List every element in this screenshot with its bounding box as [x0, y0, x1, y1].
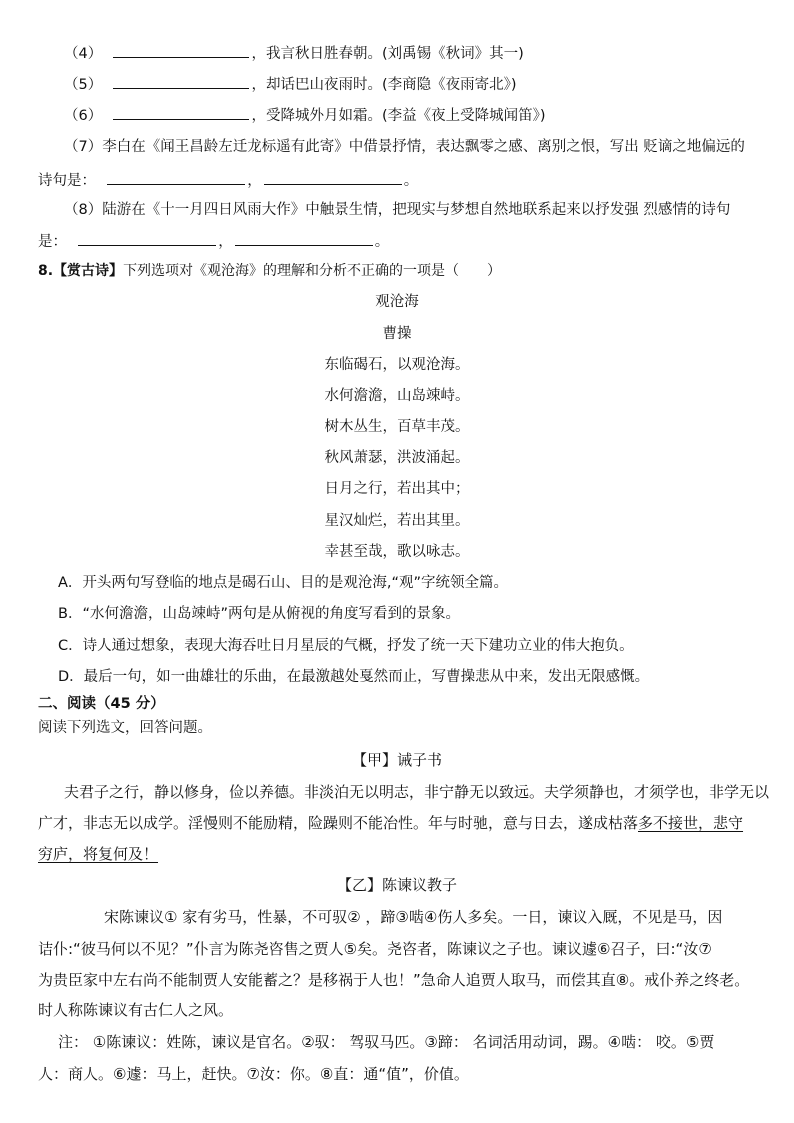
option-c[interactable]: C．诗人通过想象，表现大海吞吐日月星辰的气概，抒发了统一天下建功立业的伟大抱负。: [58, 638, 634, 654]
option-d[interactable]: D．最后一句，如一曲雄壮的乐曲，在最激越处戛然而止，写曹操悲从中来，发出无限感慨。: [58, 669, 650, 685]
passage-jia-title: 【甲】诫子书: [351, 751, 442, 769]
item-text: ，我言秋日胜春朝。(刘禹锡《秋词》其一): [251, 46, 524, 62]
poem-line: 东临碣石，以观沧海。: [324, 357, 470, 373]
item-text: ，却话巴山夜雨时。(李商隐《夜雨寄北》): [251, 77, 517, 93]
section-instruction: 阅读下列选文，回答问题。: [38, 720, 212, 736]
item-8-answer-line: [38, 231, 389, 252]
period: 。: [374, 234, 390, 250]
option-a[interactable]: A．开头两句写登临的地点是碣石山、目的是观沧海,“观”字统领全篇。: [58, 575, 509, 591]
passage-yi-line: 宋陈谏议① 家有劣马，性暴，不可驭② ，蹄③啮④伤人多矣。一日，谏议入厩，不见是马，因: [104, 908, 723, 926]
passage-yi-line: 时人称陈谏议有古仁人之风。: [38, 1001, 234, 1019]
item-number: （6）: [64, 108, 103, 124]
poem-author: 曹操: [382, 326, 412, 342]
passage-jia-line: [38, 812, 743, 834]
question-text: 下列选项对《观沧海》的理解和分析不正确的一项是（ ）: [123, 263, 502, 279]
blank-item-6: [64, 105, 546, 126]
poem-title: 观沧海: [375, 294, 419, 310]
answer-blank-2[interactable]: [235, 231, 373, 246]
answer-blank[interactable]: [113, 43, 249, 58]
item-7-prompt: （7）李白在《闻王昌龄左迁龙标遥有此寄》中借景抒情，表达飘零之感、离别之恨，写出 贬谪之地偏远的: [64, 139, 745, 155]
option-b[interactable]: B．“水何澹澹，山岛竦峙”两句是从俯视的角度写看到的景象。: [58, 606, 460, 622]
comma: ，: [247, 173, 262, 189]
answer-blank-2[interactable]: [264, 170, 402, 185]
underlined-sentence: 穷庐，将复何及！: [38, 845, 159, 863]
answer-prefix: 是：: [38, 234, 67, 250]
passage-yi-line: 为贵臣家中左右尚不能制贾人安能蓄之？是移祸于人也！”急命人追贾人取马，而偿其直⑧。戒仆养之终老。: [38, 971, 750, 989]
passage-yi-title: 【乙】陈谏议教子: [336, 876, 457, 894]
item-number: （5）: [64, 77, 103, 93]
item-number: （4）: [64, 46, 103, 62]
item-text: ，受降城外月如霜。(李益《夜上受降城闻笛》): [251, 108, 546, 124]
comma: ，: [218, 234, 233, 250]
passage-text: 广才，非志无以成学。淫慢则不能励精，险躁则不能冶性。年与时驰，意与日去，遂成枯落: [38, 814, 639, 832]
item-8-prompt: （8）陆游在《十一月四日风雨大作》中触景生情，把现实与梦想自然地联系起来以抒发强 烈感情的诗句: [64, 202, 731, 218]
question-label: 8.【赏古诗】: [38, 263, 124, 279]
answer-prefix: 诗句是：: [38, 173, 96, 189]
poem-line: 秋风萧瑟，洪波涌起。: [324, 450, 470, 466]
answer-blank-1[interactable]: [107, 170, 245, 185]
poem-line: 树木丛生，百草丰茂。: [324, 419, 470, 435]
answer-blank[interactable]: [113, 105, 249, 120]
answer-blank[interactable]: [113, 74, 249, 89]
question-8: [38, 261, 501, 281]
answer-blank-1[interactable]: [78, 231, 216, 246]
notes-line: 注： ①陈谏议：姓陈，谏议是官名。②驭： 驾驭马匹。③蹄： 名词活用动词，踢。④啮： 咬。⑤贾: [58, 1033, 715, 1051]
poem-line: 星汉灿烂，若出其里。: [324, 513, 470, 529]
section-heading: 二、阅读（45 分）: [38, 696, 165, 712]
poem-line: 幸甚至哉，歌以咏志。: [324, 544, 470, 560]
period: 。: [403, 173, 419, 189]
blank-item-5: [64, 74, 517, 95]
underlined-sentence: 多不接世，悲守: [638, 814, 744, 832]
poem-line: 水何澹澹，山岛竦峙。: [324, 388, 470, 404]
blank-item-4: [64, 43, 524, 64]
passage-jia-line: 夫君子之行，静以修身，俭以养德。非淡泊无以明志，非宁静无以致远。夫学须静也，才须学也，非学无以: [64, 783, 770, 801]
item-7-answer-line: [38, 170, 418, 191]
passage-yi-line: 诘仆:“彼马何以不见？”仆言为陈尧咨售之贾人⑤矣。尧咨者，陈谏议之子也。谏议遽⑥召子，曰:“汝⑦: [38, 940, 712, 958]
notes-line: 人：商人。⑥遽：马上，赶快。⑦汝：你。⑧直：通“值”，价值。: [38, 1065, 469, 1083]
poem-line: 日月之行，若出其中；: [324, 481, 470, 497]
